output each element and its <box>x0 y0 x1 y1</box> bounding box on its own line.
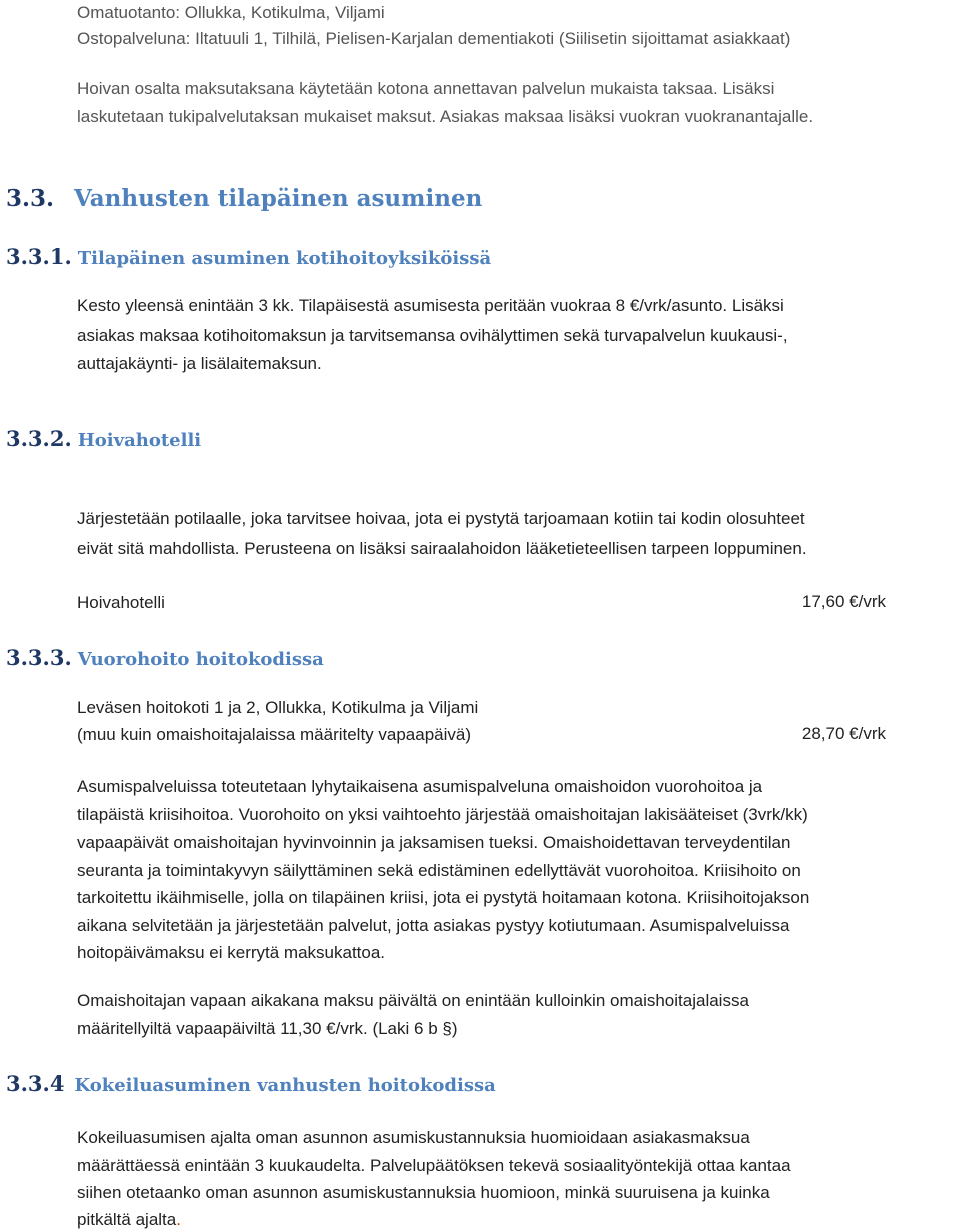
section-title: Tilapäinen asuminen kotihoitoyksiköissä <box>77 248 492 269</box>
paragraph-line: laskutetaan tukipalvelutaksan mukaiset maksut. Asiakas maksaa lisäksi vuokran vuokranantajalle. <box>77 107 814 126</box>
paragraph-line: tilapäistä kriisihoitoa. Vuorohoito on yksi vaihtoehto järjestää omaishoitajan lakisääteiset (3vrk/kk) <box>77 805 808 824</box>
section-number: 3.3.1. <box>6 244 72 269</box>
price-value: 17,60 €/vrk <box>801 592 886 611</box>
paragraph-line: määritellyiltä vapaapäiviltä 11,30 €/vrk. (Laki 6 b §) <box>77 1019 458 1038</box>
section-number: 3.3.3. <box>6 645 72 670</box>
paragraph-line: vapaapäivät omaishoitajan hyvinvoinnin ja jaksamisen tueksi. Omaishoidettavan terveydentilan <box>77 833 791 852</box>
paragraph-line: seuranta ja toimintakyvyn säilyttäminen sekä edistäminen edellyttävät vuorohoitoa. Kriisihoito on <box>77 861 801 880</box>
section-title: Kokeiluasuminen vanhusten hoitokodissa <box>74 1075 496 1096</box>
paragraph-line: tarkoitettu ikäihmiselle, jolla on tilapäinen kriisi, jota ei pystytä hoitamaan kotona. Kriisihoitojakson <box>77 888 810 907</box>
section-title: Vuorohoito hoitokodissa <box>77 649 324 670</box>
paragraph-line: määrättäessä enintään 3 kuukaudelta. Palvelupäätöksen tekevä sosiaalityöntekijä ottaa kantaa <box>77 1156 791 1175</box>
purchased-services-line: Ostopalveluna: Iltatuuli 1, Tilhilä, Pielisen-Karjalan dementiakoti (Siilisetin sijoittamat asiakkaat) <box>77 29 791 48</box>
section-number: 3.3.2. <box>6 426 72 451</box>
section-number: 3.3.4 <box>6 1071 65 1096</box>
section-heading-3-3-3 <box>6 645 324 670</box>
paragraph-line: aikana selvitetään ja järjestetään palvelut, jotta asiakas pystyy kotiutumaan. Asumispalveluissa <box>77 916 790 935</box>
paragraph-line: Kesto yleensä enintään 3 kk. Tilapäisestä asumisesta peritään vuokraa 8 €/vrk/asunto. Lisäksi <box>77 296 784 315</box>
paragraph-line: asiakas maksaa kotihoitomaksun ja tarvitsemansa ovihälyttimen sekä turvapalvelun kuukausi-, <box>77 326 788 345</box>
section-number: 3.3. <box>6 185 55 212</box>
section-title: Hoivahotelli <box>77 430 202 451</box>
paragraph-line: Omaishoitajan vapaan aikakana maksu päivältä on enintään kulloinkin omaishoitajalaissa <box>77 991 749 1010</box>
section-heading-3-3-4 <box>6 1071 496 1096</box>
price-value: 28,70 €/vrk <box>801 724 886 743</box>
paragraph-line: siihen otetaanko oman asunnon asumiskustannuksia huomioon, minkä suuruisena ja kuinka <box>77 1183 770 1202</box>
paragraph-line: Kokeiluasumisen ajalta oman asunnon asumiskustannuksia huomioidaan asiakasmaksua <box>77 1128 750 1147</box>
section-heading-3-3-2 <box>6 426 201 451</box>
section-title: Vanhusten tilapäinen asuminen <box>74 185 483 212</box>
paragraph-line <box>77 1209 181 1230</box>
section-heading-3-3-1 <box>6 244 491 269</box>
price-label: Hoivahotelli <box>77 593 165 612</box>
paragraph-line: hoitopäivämaksu ei kerrytä maksukattoa. <box>77 943 386 962</box>
paragraph-line: Hoivan osalta maksutaksana käytetään kotona annettavan palvelun mukaista taksaa. Lisäksi <box>77 79 775 98</box>
producer-line: Omatuotanto: Ollukka, Kotikulma, Viljami <box>77 3 385 22</box>
section-heading-3-3 <box>6 185 482 212</box>
paragraph-line: Järjestetään potilaalle, joka tarvitsee hoivaa, jota ei pystytä tarjoamaan kotiin tai kodin olosuhteet <box>77 509 805 528</box>
price-label: Leväsen hoitokoti 1 ja 2, Ollukka, Kotikulma ja Viljami <box>77 698 479 717</box>
paragraph-line: eivät sitä mahdollista. Perusteena on lisäksi sairaalahoidon lääketieteellisen tarpeen loppuminen. <box>77 539 807 558</box>
paragraph-line: Asumispalveluissa toteutetaan lyhytaikaisena asumispalveluna omaishoidon vuorohoitoa ja <box>77 777 763 796</box>
final-period: . <box>176 1210 181 1229</box>
paragraph-line: auttajakäynti- ja lisälaitemaksun. <box>77 354 322 373</box>
last-line-text: pitkältä ajalta <box>77 1210 177 1229</box>
price-label: (muu kuin omaishoitajalaissa määritelty vapaapäivä) <box>77 725 472 744</box>
